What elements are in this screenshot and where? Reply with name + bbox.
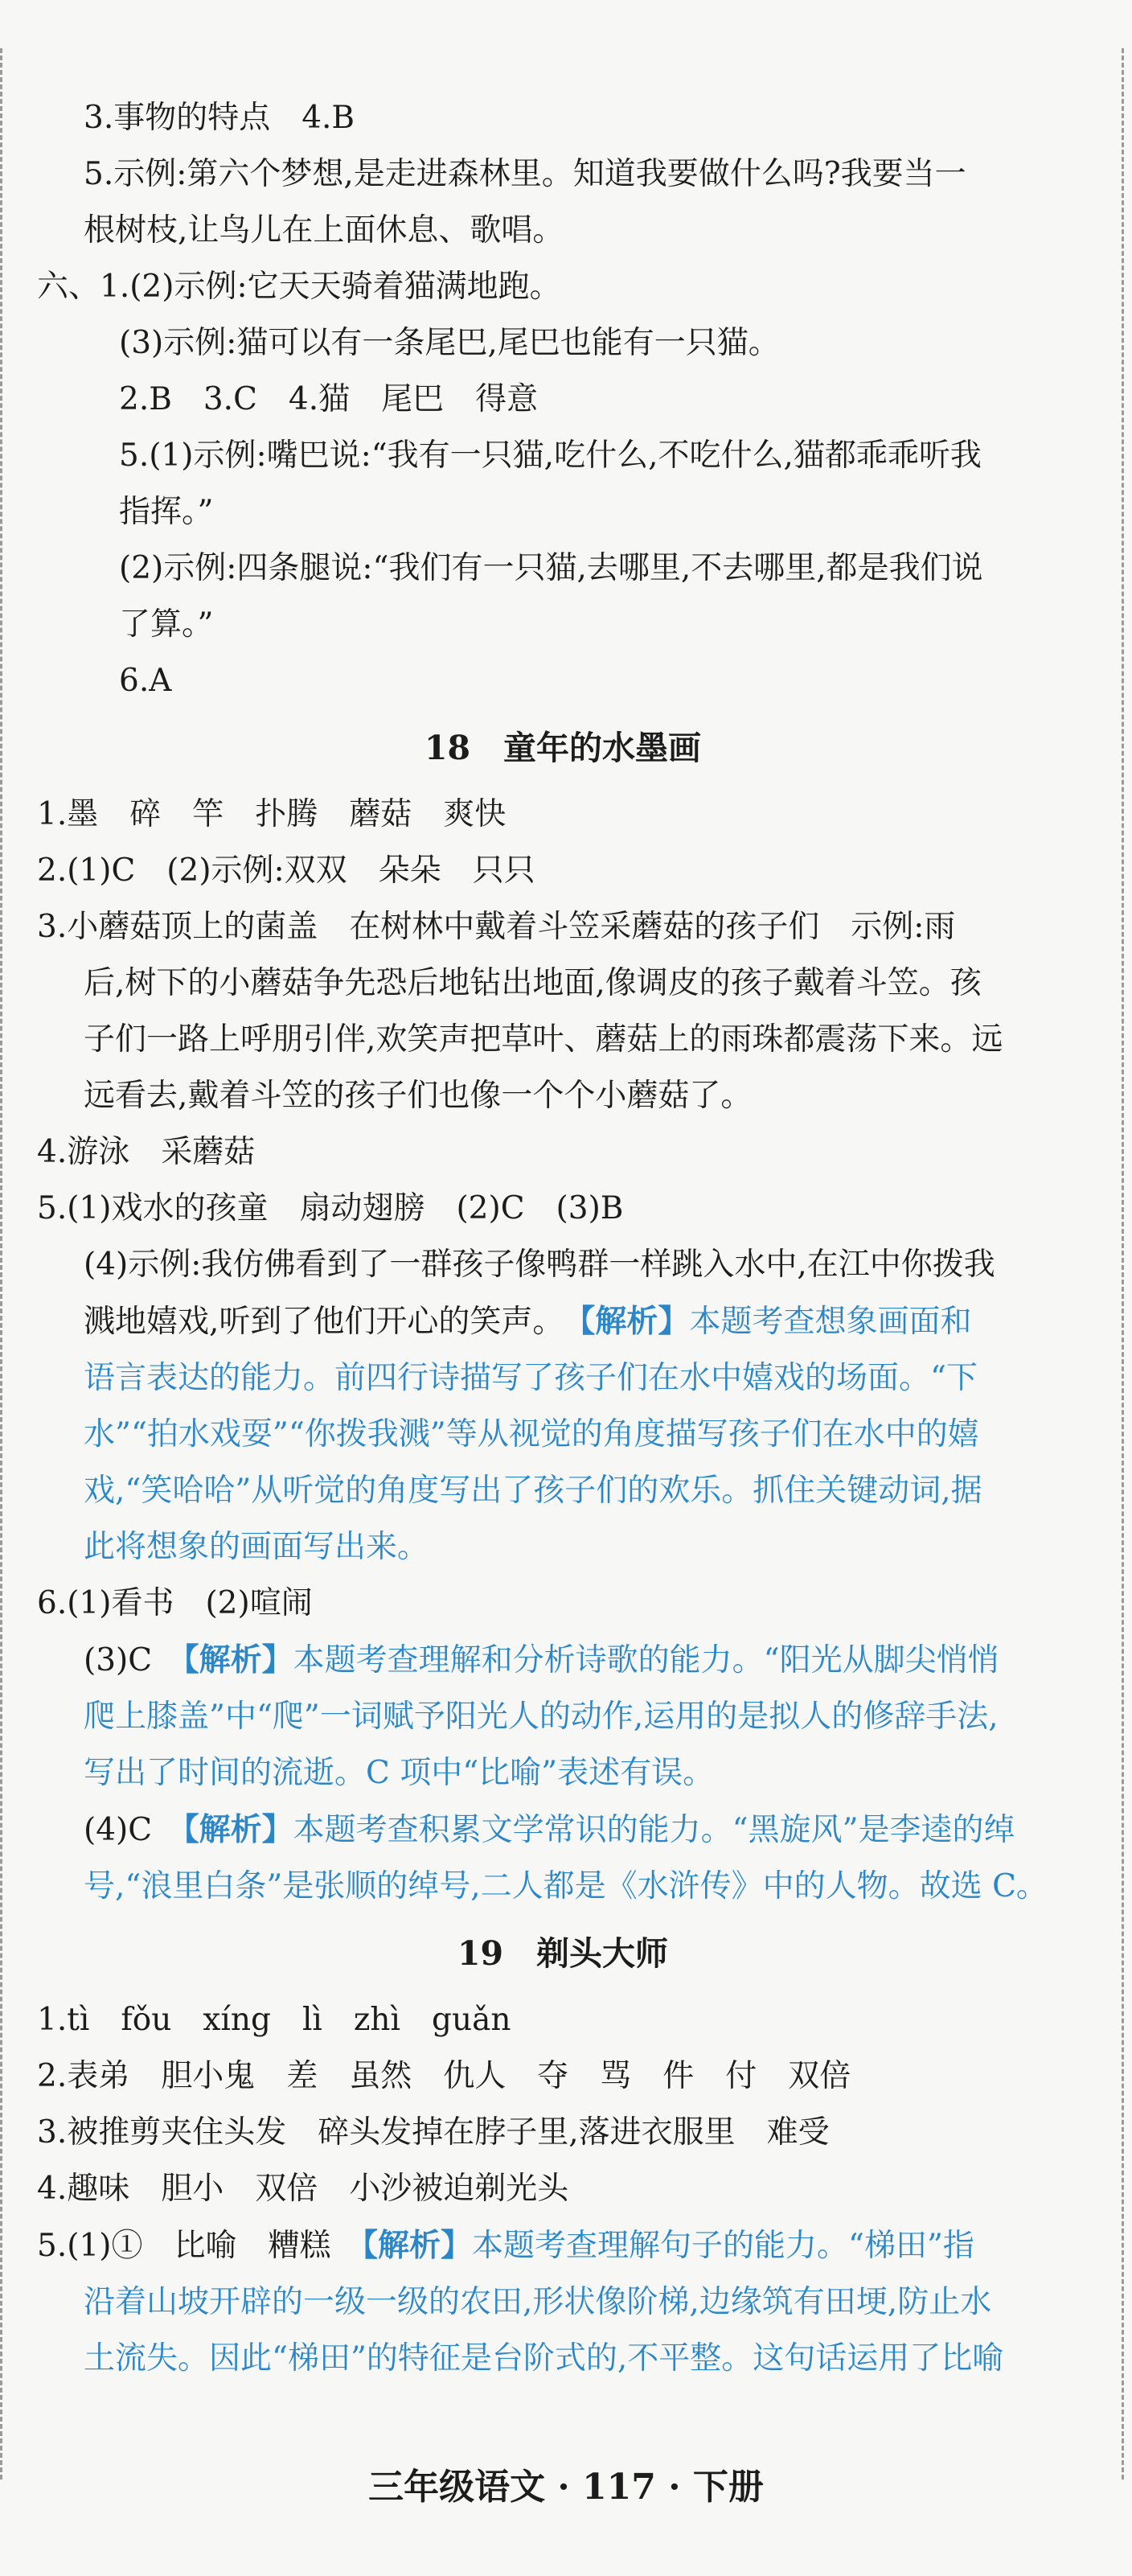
analysis-tag: 【解析】 (183, 1641, 293, 1678)
analysis-line: 写出了时间的流逝。C 项中“比喻”表述有误。 (84, 1755, 715, 1791)
analysis-line: 号,“浪里白条”是张顺的绰号,二人都是《水浒传》中的人物。故选 C。 (84, 1868, 1048, 1904)
text-line: 6.(1)看书 (2)喧闹 (37, 1585, 313, 1621)
text-line: 2.(1)C (2)示例:双双 朵朵 只只 (37, 853, 535, 889)
analysis-tag: 【解析】 (183, 1811, 293, 1848)
text-line: 后,树下的小蘑菇争先恐后地钻出地面,像调皮的孩子戴着斗笠。孩 (84, 965, 982, 1001)
analysis-text: 本题考查想象画面和 (689, 1304, 972, 1340)
text-line: 3.小蘑菇顶上的菌盖 在树林中戴着斗笠采蘑菇的孩子们 示例:雨 (37, 909, 956, 945)
analysis-line: 土流失。因此“梯田”的特征是台阶式的,不平整。这句话运用了比喻 (84, 2340, 1004, 2377)
text-line: 3.被推剪夹住头发 碎头发掉在脖子里,落进衣服里 难受 (37, 2114, 830, 2151)
answer-text: 溅地嬉戏,听到了他们开心的笑声。 (84, 1304, 548, 1340)
answer-page (37, 90, 1089, 2387)
text-line: 4.游泳 采蘑菇 (37, 1134, 256, 1170)
text-line: 3.事物的特点 4.B (84, 100, 355, 136)
dashed-left-border (0, 48, 2, 2479)
text-line: 远看去,戴着斗笠的孩子们也像一个个小蘑菇了。 (84, 1078, 753, 1114)
text-line: 5.(1)戏水的孩童 扇动翅膀 (2)C (3)B (37, 1190, 624, 1226)
text-line: (2)示例:四条腿说:“我们有一只猫,去哪里,不去哪里,都是我们说 (119, 550, 983, 586)
pinyin-line: 1.tì fǒu xíng lì zhì guǎn (37, 2002, 511, 2038)
text-line (37, 2217, 1089, 2274)
text-line: 指挥。” (119, 494, 214, 530)
text-line: (3)示例:猫可以有一条尾巴,尾巴也能有一只猫。 (119, 325, 780, 361)
analysis-line: 沿着山坡开辟的一级一级的农田,形状像阶梯,边缘筑有田埂,防止水 (84, 2284, 992, 2320)
text-line: (4)示例:我仿佛看到了一群孩子像鸭群一样跳入水中,在江中你拨我 (84, 1247, 995, 1283)
analysis-line: 戏,“笑哈哈”从听觉的角度写出了孩子们的欢乐。抓住关键动词,据 (84, 1473, 982, 1509)
answer-text: (4)C (84, 1812, 153, 1848)
analysis-line: 水”“拍水戏耍”“你拨我溅”等从视觉的角度描写孩子们在水中的嬉 (84, 1416, 979, 1452)
text-line (37, 1632, 1089, 1689)
text-line (37, 1802, 1089, 1859)
text-line: 4.趣味 胆小 双倍 小沙被迫剃光头 (37, 2171, 569, 2207)
text-line: 1.墨 碎 竿 扑腾 蘑菇 爽快 (37, 796, 507, 832)
analysis-line: 爬上膝盖”中“爬”一词赋予阳光人的动作,运用的是拟人的修辞手法, (84, 1699, 999, 1735)
analysis-text: 本题考查理解和分析诗歌的能力。“阳光从脚尖悄悄 (293, 1642, 999, 1678)
answer-text: (3)C (84, 1642, 153, 1678)
text-line: 2.B 3.C 4.猫 尾巴 得意 (119, 381, 539, 417)
text-line (37, 1293, 1089, 1350)
text-line: 5.示例:第六个梦想,是走进森林里。知道我要做什么吗?我要当一 (84, 156, 966, 192)
text-line: 5.(1)示例:嘴巴说:“我有一只猫,吃什么,不吃什么,猫都乖乖听我 (119, 438, 982, 474)
analysis-text: 本题考查理解句子的能力。“梯田”指 (472, 2228, 974, 2264)
analysis-tag: 【解析】 (362, 2227, 472, 2264)
section-title: 19 剃头大师 (457, 1934, 669, 1973)
analysis-text: 本题考查积累文学常识的能力。“黑旋风”是李逵的绰 (293, 1812, 1015, 1848)
text-line: 根树枝,让鸟儿在上面休息、歌唱。 (84, 212, 564, 249)
text-line: 六、1.(2)示例:它天天骑着猫满地跑。 (37, 269, 561, 305)
analysis-line: 此将想象的画面写出来。 (84, 1529, 429, 1565)
text-line: 了算。” (119, 606, 214, 643)
dashed-right-border (1122, 48, 1124, 2479)
answer-text: 5.(1)① 比喻 糟糕 (37, 2228, 331, 2264)
text-line: 6.A (119, 663, 172, 699)
analysis-tag: 【解析】 (579, 1303, 690, 1340)
analysis-line: 语言表达的能力。前四行诗描写了孩子们在水中嬉戏的场面。“下 (84, 1360, 978, 1396)
section-title: 18 童年的水墨画 (424, 729, 702, 767)
text-line: 子们一路上呼朋引伴,欢笑声把草叶、蘑菇上的雨珠都震荡下来。远 (84, 1021, 1003, 1058)
text-line: 2.表弟 胆小鬼 差 虽然 仇人 夺 骂 件 付 双倍 (37, 2058, 851, 2094)
page-footer: 三年级语文 · 117 · 下册 (368, 2467, 764, 2508)
